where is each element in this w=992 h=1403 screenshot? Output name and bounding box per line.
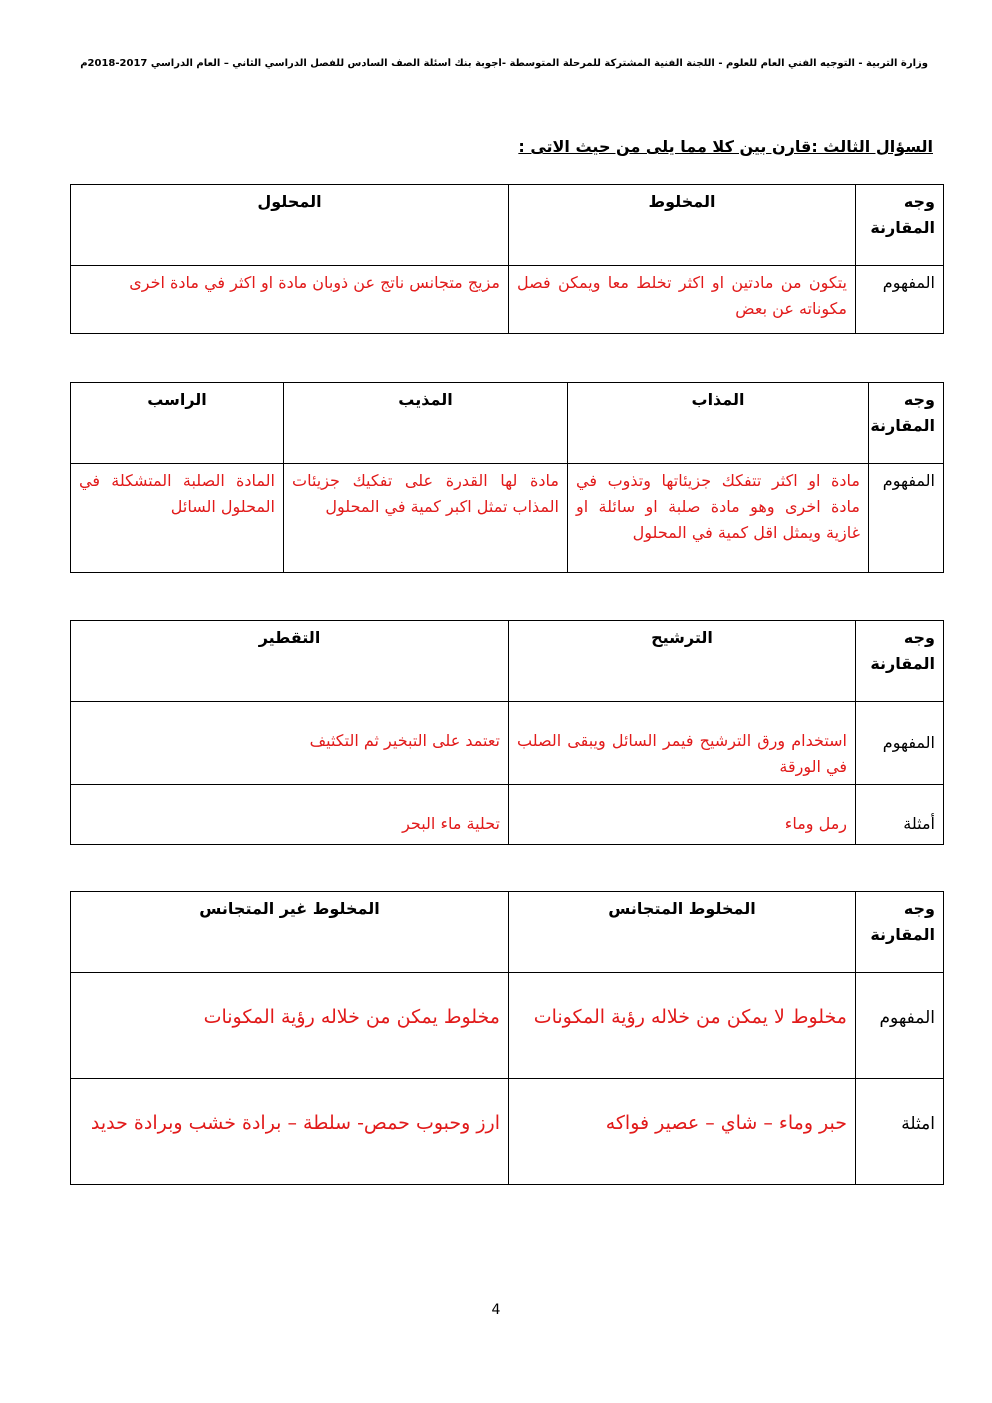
header-solvent: المذيب (284, 383, 568, 464)
solution-concept: مزيج متجانس ناتج عن ذوبان مادة او اكثر في مادة اخرى (71, 266, 509, 334)
header-solution: المحلول (71, 185, 509, 266)
filtration-concept: استخدام ورق الترشيح فيمر السائل ويبقى الصلب في الورقة (509, 702, 856, 785)
header-mixture: المخلوط (509, 185, 856, 266)
question-title: السؤال الثالث :قارن بين كلا مما يلى من حيث الاتى : (518, 137, 933, 156)
header-heterogeneous-mixture: المخلوط غير المتجانس (71, 892, 509, 973)
comparison-table-mixture-solution (70, 184, 944, 334)
header-precipitate: الراسب (71, 383, 284, 464)
page-number: 4 (491, 1302, 501, 1318)
row-label-examples: أمثلة (856, 785, 944, 845)
header-comparison-aspect: وجه المقارنة (856, 892, 944, 973)
page-header: وزارة التربية - التوجيه الفني العام للعلوم - اللجنة الفنية المشتركة للمرحلة المتوسطة -أجوبة بنك أسئلة الصف السادس للفصل الدراسي الثاني – العام الدراسي 2017-2018م (80, 58, 928, 69)
comparison-table-solute-solvent-precipitate (70, 382, 944, 573)
row-label-examples: امثلة (856, 1079, 944, 1185)
header-comparison-aspect: وجه المقارنة (869, 383, 944, 464)
precipitate-concept: المادة الصلبة المتشكلة في المحلول السائل (71, 464, 284, 573)
homogeneous-examples: حبر وماء – شاي – عصير فواكه (509, 1079, 856, 1185)
solute-concept: مادة او اكثر تتفكك جزيئاتها وتذوب في مادة اخرى وهو مادة صلبة او سائلة او غازية ويمثل اقل كمية في المحلول (568, 464, 869, 573)
homogeneous-concept: مخلوط لا يمكن من خلاله رؤية المكونات (509, 973, 856, 1079)
solvent-concept: مادة لها القدرة على تفكيك جزيئات المذاب تمثل اكبر كمية في المحلول (284, 464, 568, 573)
comparison-table-filtration-distillation (70, 620, 944, 845)
mixture-concept: يتكون من مادتين او اكثر تخلط معا ويمكن فصل مكوناته عن بعض (509, 266, 856, 334)
header-distillation: التقطير (71, 621, 509, 702)
row-label-concept: المفهوم (869, 464, 944, 573)
row-label-concept: المفهوم (856, 702, 944, 785)
header-homogeneous-mixture: المخلوط المتجانس (509, 892, 856, 973)
row-label-concept: المفهوم (856, 973, 944, 1079)
heterogeneous-examples: ارز وحبوب حمص- سلطة – برادة خشب وبرادة حديد (71, 1079, 509, 1185)
filtration-example: رمل وماء (509, 785, 856, 845)
comparison-table-homogeneous-heterogeneous (70, 891, 944, 1185)
header-comparison-aspect: وجه المقارنة (856, 621, 944, 702)
distillation-example: تحلية ماء البحر (71, 785, 509, 845)
header-filtration: الترشيح (509, 621, 856, 702)
header-solute: المذاب (568, 383, 869, 464)
distillation-concept: تعتمد على التبخير ثم التكثيف (71, 702, 509, 785)
header-comparison-aspect: وجه المقارنة (856, 185, 944, 266)
row-label-concept: المفهوم (856, 266, 944, 334)
heterogeneous-concept: مخلوط يمكن من خلاله رؤية المكونات (71, 973, 509, 1079)
